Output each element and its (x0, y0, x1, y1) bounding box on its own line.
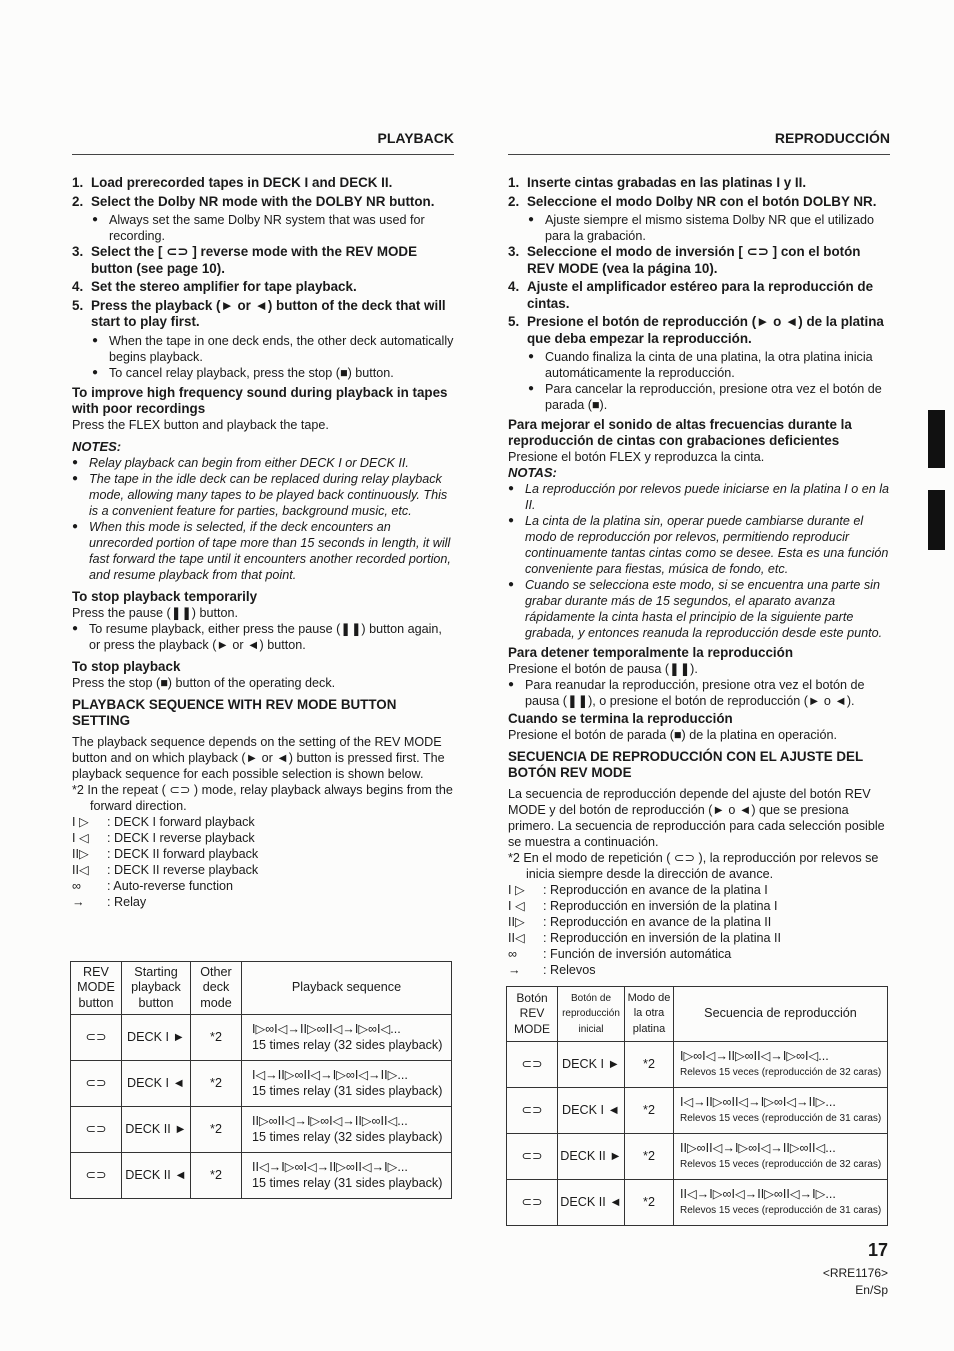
table-row: ⊂⊃ DECK II ► *2 II▷∞II◁→I▷∞I◁→II▷∞II◁... Relevos 15 veces (reproducción de 32 caras) (507, 1134, 888, 1180)
edge-tab-marker (928, 410, 945, 468)
step-5: 5. Press the playback (► or ◄) button of the deck that will start to play first. (72, 297, 446, 329)
header-sequence: Secuencia de reproducción (674, 987, 888, 1042)
header-other-deck: Modo de la otra platina (625, 987, 674, 1042)
edge-tab-marker (928, 490, 945, 550)
section-title: REPRODUCCIÓN (508, 130, 890, 155)
footnote: *2 In the repeat ( ⊂⊃ ) mode, relay playback always begins from the forward direction. (72, 782, 453, 813)
stop-heading: Cuando se termina la reproducción (508, 711, 733, 726)
legend-item: I ▷ : Reproducción en avance de la platina I (508, 883, 768, 897)
header-start-button: Starting playback button (122, 962, 191, 1015)
english-column (72, 130, 454, 910)
footnote: *2 En el modo de repetición ( ⊂⊃ ), la reproducción por relevos se inicia siempre desde la dirección de avance. (508, 851, 879, 881)
note-item: ● Cuando se selecciona este modo, si se encuentra una parte sin grabar durante más de 15 segundos, el aparato avanza rápidamente la cinta hasta el principio de la siguiente parte grabada, y entonces reanuda la reproducción desde este punto. (508, 578, 883, 640)
step-1: 1. Inserte cintas grabadas en las platinas I y II. (508, 175, 807, 190)
table-row: ⊂⊃ DECK I ◄ *2 I◁→II▷∞II◁→I▷∞I◁→II▷... Relevos 15 veces (reproducción de 31 caras) (507, 1088, 888, 1134)
legend-item: → : Relevos (508, 963, 596, 977)
sequence-text: La secuencia de reproducción depende del ajuste del botón REV MODE y del botón de reproducción (► o ◄) que se presiona primero. La secuencia de reproducción para cada selección posible se muestra a continuación. (508, 787, 885, 849)
step-4: 4. Set the stereo amplifier for tape playback. (72, 279, 357, 294)
model-code: <RRE1176> (822, 1266, 888, 1280)
sequence-text: The playback sequence depends on the setting of the REV MODE button and on which playback (► or ◄) button is pressed first. The playback sequence for each possible selection is shown below. (72, 734, 445, 781)
legend-item: I ◁ : DECK I reverse playback (72, 830, 255, 845)
note-item: ● La cinta de la platina sin, operar puede cambiarse durante el modo de reproducción por relevos, permitiendo reproducir continuamente tantas cintas como se desee. Esta es una función conveniente para fiestas, música de fondo, etc. (508, 514, 889, 576)
legend-item: I ▷ : DECK I forward playback (72, 814, 255, 829)
notes-heading: NOTES: (72, 438, 122, 454)
stop-heading: To stop playback (72, 658, 181, 674)
legend-item: II◁ : DECK II reverse playback (72, 862, 259, 877)
spanish-column (508, 130, 890, 978)
table-row: ⊂⊃ DECK II ◄ *2 II◁→I▷∞I◁→II▷∞II◁→I▷... Relevos 15 veces (reproducción de 31 caras) (507, 1180, 888, 1226)
improve-heading: To improve high frequency sound during playback in tapes with poor recordings (72, 384, 448, 416)
table-row: ⊂⊃ DECK I ◄ *2 I◁→II▷∞II◁→I▷∞I◁→II▷... 15 times relay (31 sides playback) (71, 1061, 452, 1107)
language-code: En/Sp (855, 1283, 888, 1297)
legend-item: II▷ : Reproducción en avance de la platina II (508, 915, 772, 929)
legend-item: ∞ : Función de inversión automática (508, 947, 732, 961)
step-5-bullet: ● To cancel relay playback, press the stop (■) button. (92, 365, 394, 380)
legend-item: II▷ : DECK II forward playback (72, 846, 259, 861)
stop-temp-bullet: ● Para reanudar la reproducción, presione otra vez el botón de pausa (❚❚), o presione el botón de reproducción (► o ◄). (508, 678, 865, 708)
improve-heading: Para mejorar el sonido de altas frecuencias durante la reproducción de cintas con grabaciones deficientes (508, 417, 852, 448)
step-3: 3. Seleccione el modo de inversión [ ⊂⊃ ] con el botón REV MODE (vea la página 10). (508, 244, 861, 276)
note-item: ● When this mode is selected, if the deck encounters an unrecorded portion of tape more than 15 seconds in length, it will fast forward the tape until it encounters another recorded portion, and resume playback from that point. (72, 519, 451, 582)
playback-sequence-table-es (506, 986, 888, 1226)
legend-item: → : Relay (72, 894, 147, 909)
table-row: ⊂⊃ DECK I ► *2 I▷∞I◁→II▷∞II◁→I▷∞I◁... 15 times relay (32 sides playback) (71, 1015, 452, 1061)
header-other-deck: Other deck mode (191, 962, 242, 1015)
table-row: ⊂⊃ DECK I ► *2 I▷∞I◁→II▷∞II◁→I▷∞I◁... Relevos 15 veces (reproducción de 32 caras) (507, 1042, 888, 1088)
notes-heading: NOTAS: (508, 465, 557, 480)
step-2-bullet: ● Always set the same Dolby NR system that was used for recording. (92, 213, 425, 243)
table-row: ⊂⊃ DECK II ◄ *2 II◁→I▷∞I◁→II▷∞II◁→I▷... 15 times relay (31 sides playback) (71, 1153, 452, 1199)
note-item: ● Relay playback can begin from either DECK I or DECK II. (72, 455, 409, 470)
legend-item: ∞ : Auto-reverse function (72, 878, 234, 893)
sequence-heading: SECUENCIA DE REPRODUCCIÓN CON EL AJUSTE DEL BOTÓN REV MODE (508, 749, 863, 780)
step-5-bullet: ● Para cancelar la reproducción, presione otra vez el botón de parada (■). (528, 382, 882, 412)
page-number: 17 (867, 1240, 888, 1260)
playback-sequence-table-en (70, 961, 452, 1199)
improve-text: Press the FLEX button and playback the tape. (72, 417, 329, 432)
step-5: 5. Presione el botón de reproducción (► o ◄) de la platina que deba empezar la reproducción. (508, 314, 884, 346)
step-4: 4. Ajuste el amplificador estéreo para la reproducción de cintas. (508, 279, 874, 311)
header-rev-mode: REV MODE button (71, 962, 122, 1015)
note-item: ● The tape in the idle deck can be replaced during relay playback mode, allowing many tapes to be played back continuously. This is a convenient feature for parties, background music, etc. (72, 471, 448, 518)
stop-text: Presione el botón de parada (■) de la platina en operación. (508, 728, 837, 742)
sequence-heading: PLAYBACK SEQUENCE WITH REV MODE BUTTON SETTING (72, 696, 397, 728)
stop-temp-bullet: ● To resume playback, either press the pause (❚❚) button again, or press the playback (► or ◄) button. (72, 621, 442, 652)
improve-text: Presione el botón FLEX y reproduzca la cinta. (508, 450, 765, 464)
note-item: ● La reproducción por relevos puede iniciarse en la platina I o en la II. (508, 482, 890, 512)
table-row: ⊂⊃ DECK II ► *2 II▷∞II◁→I▷∞I◁→II▷∞II◁... 15 times relay (32 sides playback) (71, 1107, 452, 1153)
header-rev-mode: Botón REV MODE (507, 987, 558, 1042)
step-2-bullet: ● Ajuste siempre el mismo sistema Dolby NR que el utilizado para la grabación. (528, 213, 874, 243)
legend-item: I ◁ : Reproducción en inversión de la platina I (508, 899, 778, 913)
header-sequence: Playback sequence (242, 962, 452, 1015)
step-1: 1. Load prerecorded tapes in DECK I and DECK II. (72, 175, 393, 190)
stop-temp-text: Presione el botón de pausa (❚❚). (508, 662, 698, 676)
stop-temp-heading: To stop playback temporarily (72, 588, 258, 604)
stop-text: Press the stop (■) button of the operating deck. (72, 675, 336, 690)
step-3: 3. Select the [ ⊂⊃ ] reverse mode with the REV MODE button (see page 10). (72, 244, 418, 276)
header-start-button: Botón de reproducción inicial (558, 987, 625, 1042)
step-5-bullet: ● When the tape in one deck ends, the other deck automatically begins playback. (92, 333, 454, 364)
step-2: 2. Seleccione el modo Dolby NR con el botón DOLBY NR. (508, 193, 877, 209)
stop-temp-heading: Para detener temporalmente la reproducción (508, 645, 794, 660)
step-2: 2. Select the Dolby NR mode with the DOLBY NR button. (72, 193, 435, 209)
section-title: PLAYBACK (72, 130, 454, 155)
stop-temp-text: Press the pause (❚❚) button. (72, 605, 239, 620)
legend-item: II◁ : Reproducción en inversión de la platina II (508, 931, 782, 945)
step-5-bullet: ● Cuando finaliza la cinta de una platina, la otra platina inicia automáticamente la reproducción. (528, 350, 873, 380)
